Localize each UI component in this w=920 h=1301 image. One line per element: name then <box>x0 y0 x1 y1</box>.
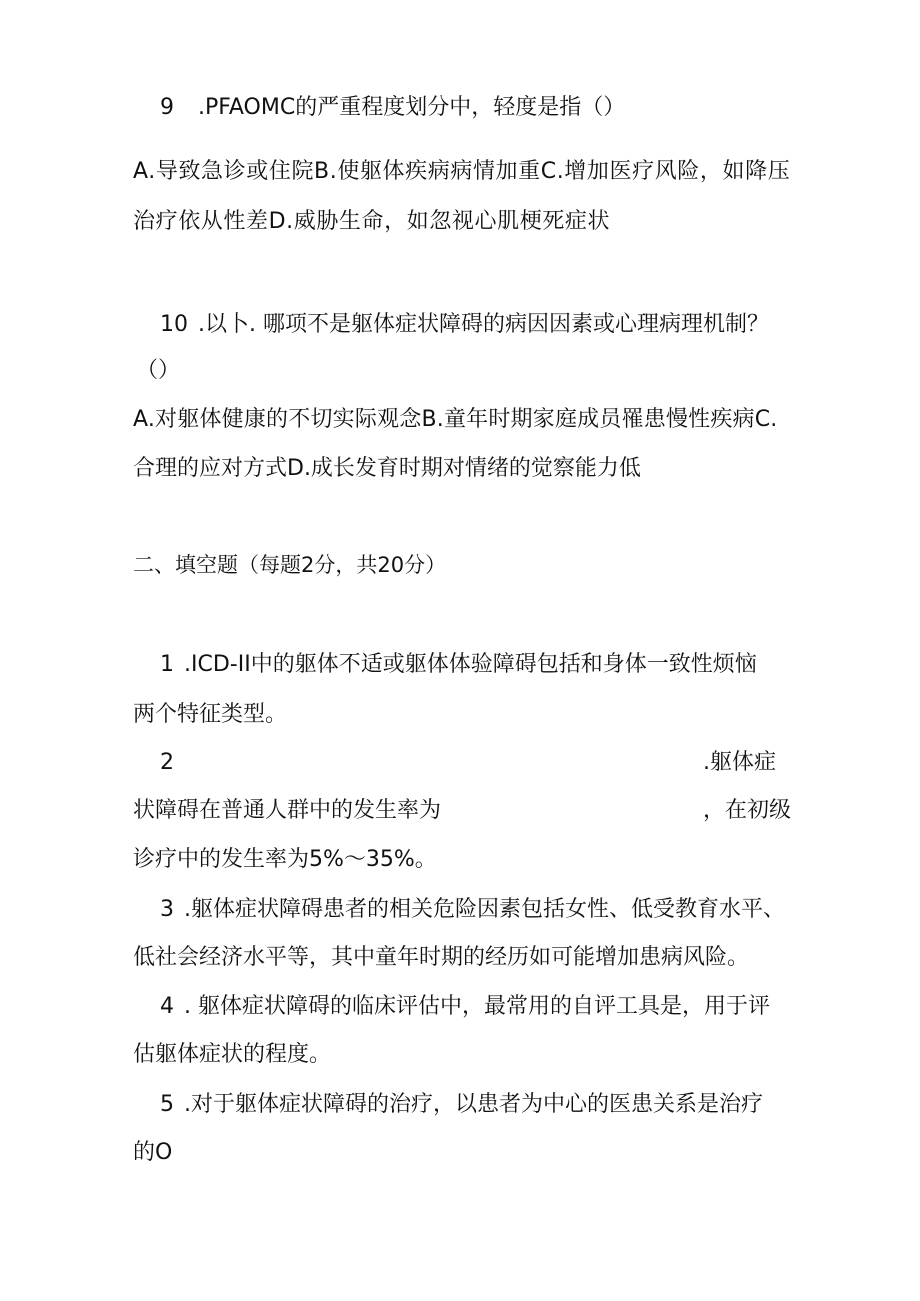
f1-text: .ICD-II中的躯体不适或躯体体验障碍包括和身体一致性烦恼 <box>184 652 757 677</box>
f2-line2-end: ，在初级 <box>703 798 792 823</box>
q10-text: .以卜. 哪项不是躯体症状障碍的病因因素或心理病理机制？ <box>198 312 769 337</box>
f4-line1 <box>160 992 770 1022</box>
q9-options-line1: A.导致急诊或住院B.使躯体疾病病情加重C.增加医疗风险，如降压 <box>133 159 791 184</box>
f2-tail: .躯体症 <box>703 750 776 775</box>
f3-text: .躯体症状障碍患者的相关危险因素包括女性、低受教育水平、 <box>184 897 785 922</box>
q9-text: .PFAOMC的严重程度划分中，轻度是指（） <box>198 95 626 120</box>
f4-text: . 躯体症状障碍的临床评估中，最常用的自评工具是，用于评 <box>184 994 770 1019</box>
f5-number: 5 <box>160 1092 174 1117</box>
q9-options-line2: 治疗依从性差D.威胁生命，如忽视心肌梗死症状 <box>133 209 611 234</box>
f4-line2: 估躯体症状的程度。 <box>133 1042 332 1067</box>
f4-number: 4 <box>160 994 174 1019</box>
q9-number: 9 <box>160 95 174 120</box>
f3-number: 3 <box>160 897 174 922</box>
q9-stem <box>160 93 625 123</box>
f2-number: 2 <box>160 750 174 775</box>
f2-line3: 诊疗中的发生率为5%～35%。 <box>133 847 437 872</box>
f5-line1 <box>160 1090 763 1120</box>
q10-options-line2: 合理的应对方式D.成长发育时期对情绪的觉察能力低 <box>133 456 641 481</box>
q10-stem <box>160 310 769 340</box>
f5-line2: 的O <box>133 1140 173 1165</box>
q10-answer-paren: （） <box>136 358 181 383</box>
q10-number: 10 <box>160 312 188 337</box>
f5-text: .对于躯体症状障碍的治疗，以患者为中心的医患关系是治疗 <box>184 1092 763 1117</box>
f1-line2: 两个特征类型。 <box>133 702 288 727</box>
f3-line2: 低社会经济水平等，其中童年时期的经历如可能增加患病风险。 <box>133 945 750 970</box>
section-2-title: 二、填空题（每题2分，共20分） <box>133 553 447 577</box>
f1-number: 1 <box>160 652 174 677</box>
q10-options-line1: A.对躯体健康的不切实际观念B.童年时期家庭成员罹患慢性疾病C. <box>133 407 778 432</box>
f1-line1 <box>160 650 757 680</box>
f2-line2-start: 状障碍在普通人群中的发生率为 <box>133 798 442 823</box>
f3-line1 <box>160 895 785 925</box>
